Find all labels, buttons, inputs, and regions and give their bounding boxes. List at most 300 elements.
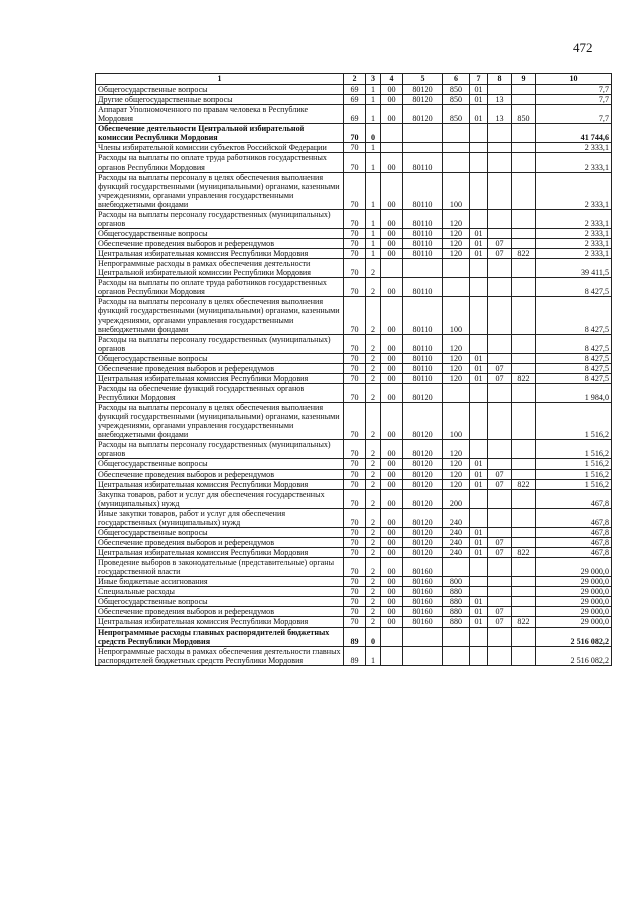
code-cell: 880: [443, 597, 470, 607]
code-cell: [470, 153, 488, 172]
table-row: [96, 617, 612, 627]
amount-cell: 467,8: [536, 537, 612, 547]
code-cell: 07: [488, 249, 512, 259]
header-cell: 7: [470, 74, 488, 85]
code-cell: [512, 353, 536, 363]
budget-table: [95, 73, 612, 666]
code-cell: 00: [381, 363, 403, 373]
code-cell: [488, 153, 512, 172]
code-cell: 2: [366, 587, 381, 597]
code-cell: 01: [470, 548, 488, 558]
row-name-cell: Расходы на выплаты персоналу в целях обеспечения выполнения функций государственными (муниципальными) органами, казенными учреждениями, органами управления государственными внебюджетными фондами: [96, 403, 344, 440]
code-cell: 80120: [403, 489, 443, 508]
code-cell: 07: [488, 479, 512, 489]
code-cell: 70: [344, 597, 366, 607]
amount-cell: 2 333,1: [536, 239, 612, 249]
code-cell: 70: [344, 459, 366, 469]
code-cell: [403, 627, 443, 646]
code-cell: [488, 587, 512, 597]
table-row: [96, 353, 612, 363]
code-cell: 00: [381, 85, 403, 95]
amount-cell: 1 516,2: [536, 469, 612, 479]
row-name-cell: Непрограммные расходы в рамках обеспечения деятельности Центральной избирательной комиссии Республики Мордовия: [96, 259, 344, 278]
row-name-cell: Центральная избирательная комиссия Республики Мордовия: [96, 479, 344, 489]
header-cell: 9: [512, 74, 536, 85]
row-name-cell: Расходы на выплаты персоналу государственных (муниципальных) органов: [96, 440, 344, 459]
code-cell: 01: [470, 469, 488, 479]
code-cell: 80120: [403, 527, 443, 537]
code-cell: 00: [381, 278, 403, 297]
code-cell: [470, 278, 488, 297]
amount-cell: 8 427,5: [536, 334, 612, 353]
code-cell: 80120: [403, 403, 443, 440]
code-cell: 00: [381, 617, 403, 627]
code-cell: 80120: [403, 537, 443, 547]
code-cell: [512, 440, 536, 459]
code-cell: 1: [366, 153, 381, 172]
code-cell: 80110: [403, 353, 443, 363]
code-cell: 07: [488, 363, 512, 373]
code-cell: 70: [344, 363, 366, 373]
code-cell: 70: [344, 607, 366, 617]
code-cell: 70: [344, 172, 366, 209]
code-cell: [488, 124, 512, 143]
code-cell: 822: [512, 373, 536, 383]
code-cell: 80110: [403, 278, 443, 297]
code-cell: 80120: [403, 479, 443, 489]
row-name-cell: Расходы на выплаты персоналу в целях обеспечения выполнения функций государственными (муниципальными) органами, казенными учреждениями, органами управления государственными внебюджетными фондами: [96, 297, 344, 334]
code-cell: 2: [366, 440, 381, 459]
code-cell: [488, 228, 512, 238]
code-cell: [443, 153, 470, 172]
table-row: [96, 577, 612, 587]
code-cell: 80120: [403, 85, 443, 95]
code-cell: [488, 577, 512, 587]
code-cell: 89: [344, 627, 366, 646]
code-cell: 00: [381, 577, 403, 587]
code-cell: 01: [470, 527, 488, 537]
code-cell: 00: [381, 403, 403, 440]
code-cell: 00: [381, 527, 403, 537]
code-cell: 01: [470, 373, 488, 383]
code-cell: 00: [381, 249, 403, 259]
code-cell: [470, 508, 488, 527]
amount-cell: 2 333,1: [536, 143, 612, 153]
code-cell: [488, 209, 512, 228]
row-name-cell: Расходы на выплаты персоналу государственных (муниципальных) органов: [96, 334, 344, 353]
amount-cell: 467,8: [536, 508, 612, 527]
code-cell: 69: [344, 105, 366, 124]
code-cell: 00: [381, 489, 403, 508]
code-cell: [381, 143, 403, 153]
table-row: [96, 469, 612, 479]
code-cell: 70: [344, 297, 366, 334]
code-cell: [488, 383, 512, 402]
code-cell: [470, 587, 488, 597]
code-cell: 2: [366, 278, 381, 297]
amount-cell: 8 427,5: [536, 353, 612, 363]
code-cell: 00: [381, 353, 403, 363]
code-cell: 240: [443, 527, 470, 537]
code-cell: [512, 85, 536, 95]
code-cell: [512, 646, 536, 665]
amount-cell: 29 000,0: [536, 558, 612, 577]
code-cell: [488, 259, 512, 278]
code-cell: 01: [470, 249, 488, 259]
code-cell: 00: [381, 459, 403, 469]
amount-cell: 1 516,2: [536, 440, 612, 459]
code-cell: 2: [366, 479, 381, 489]
code-cell: 80120: [403, 548, 443, 558]
code-cell: [512, 383, 536, 402]
code-cell: [488, 334, 512, 353]
header-cell: 4: [381, 74, 403, 85]
code-cell: 70: [344, 508, 366, 527]
code-cell: 07: [488, 607, 512, 617]
code-cell: 2: [366, 297, 381, 334]
code-cell: 00: [381, 334, 403, 353]
amount-cell: 29 000,0: [536, 577, 612, 587]
code-cell: 70: [344, 383, 366, 402]
code-cell: 01: [470, 228, 488, 238]
row-name-cell: Иные закупки товаров, работ и услуг для обеспечения государственных (муниципальных) нужд: [96, 508, 344, 527]
code-cell: 1: [366, 143, 381, 153]
table-row: [96, 489, 612, 508]
code-cell: 120: [443, 209, 470, 228]
code-cell: [512, 334, 536, 353]
row-name-cell: Расходы на выплаты персоналу государственных (муниципальных) органов: [96, 209, 344, 228]
code-cell: 01: [470, 105, 488, 124]
code-cell: 2: [366, 403, 381, 440]
row-name-cell: Общегосударственные вопросы: [96, 85, 344, 95]
code-cell: 70: [344, 527, 366, 537]
table-row: [96, 172, 612, 209]
code-cell: [443, 558, 470, 577]
code-cell: [470, 209, 488, 228]
code-cell: 80110: [403, 153, 443, 172]
code-cell: 01: [470, 537, 488, 547]
table-row: [96, 334, 612, 353]
code-cell: [381, 259, 403, 278]
code-cell: 80110: [403, 172, 443, 209]
code-cell: [470, 489, 488, 508]
code-cell: 01: [470, 597, 488, 607]
code-cell: 200: [443, 489, 470, 508]
code-cell: 120: [443, 373, 470, 383]
code-cell: 850: [443, 95, 470, 105]
table-row: [96, 85, 612, 95]
table-row: [96, 440, 612, 459]
code-cell: 1: [366, 172, 381, 209]
code-cell: 70: [344, 403, 366, 440]
code-cell: [443, 646, 470, 665]
code-cell: 120: [443, 363, 470, 373]
amount-cell: 2 516 082,2: [536, 627, 612, 646]
code-cell: [443, 627, 470, 646]
code-cell: 00: [381, 440, 403, 459]
table-row: [96, 459, 612, 469]
code-cell: [470, 143, 488, 153]
code-cell: [512, 143, 536, 153]
code-cell: 100: [443, 297, 470, 334]
amount-cell: 1 516,2: [536, 479, 612, 489]
code-cell: [512, 228, 536, 238]
row-name-cell: Центральная избирательная комиссия Республики Мордовия: [96, 249, 344, 259]
code-cell: [443, 124, 470, 143]
code-cell: 80110: [403, 373, 443, 383]
amount-cell: 29 000,0: [536, 597, 612, 607]
code-cell: 1: [366, 85, 381, 95]
row-name-cell: Другие общегосударственные вопросы: [96, 95, 344, 105]
code-cell: 70: [344, 334, 366, 353]
amount-cell: 7,7: [536, 85, 612, 95]
code-cell: 00: [381, 95, 403, 105]
code-cell: 850: [443, 105, 470, 124]
code-cell: 80120: [403, 440, 443, 459]
row-name-cell: Проведение выборов в законодательные (представительные) органы государственной власти: [96, 558, 344, 577]
code-cell: 01: [470, 363, 488, 373]
table-row: [96, 363, 612, 373]
code-cell: 880: [443, 617, 470, 627]
header-cell: 10: [536, 74, 612, 85]
code-cell: [512, 489, 536, 508]
row-name-cell: Общегосударственные вопросы: [96, 597, 344, 607]
code-cell: 00: [381, 383, 403, 402]
code-cell: 240: [443, 537, 470, 547]
code-cell: 80110: [403, 228, 443, 238]
page-number: 472: [573, 40, 593, 55]
code-cell: 70: [344, 469, 366, 479]
code-cell: 70: [344, 143, 366, 153]
code-cell: 80160: [403, 617, 443, 627]
code-cell: [488, 353, 512, 363]
code-cell: [512, 607, 536, 617]
code-cell: 120: [443, 459, 470, 469]
table-row: [96, 558, 612, 577]
code-cell: [403, 259, 443, 278]
code-cell: 240: [443, 548, 470, 558]
code-cell: 1: [366, 209, 381, 228]
code-cell: 80160: [403, 597, 443, 607]
code-cell: [512, 558, 536, 577]
code-cell: [381, 646, 403, 665]
code-cell: [470, 403, 488, 440]
code-cell: 13: [488, 95, 512, 105]
table-row: [96, 597, 612, 607]
code-cell: 120: [443, 334, 470, 353]
amount-cell: 29 000,0: [536, 587, 612, 597]
code-cell: 70: [344, 558, 366, 577]
code-cell: 70: [344, 153, 366, 172]
code-cell: 120: [443, 353, 470, 363]
amount-cell: 8 427,5: [536, 278, 612, 297]
code-cell: [470, 577, 488, 587]
header-cell: 6: [443, 74, 470, 85]
header-row: [96, 74, 612, 85]
code-cell: 80160: [403, 577, 443, 587]
code-cell: 00: [381, 209, 403, 228]
row-name-cell: Обеспечение проведения выборов и референдумов: [96, 363, 344, 373]
code-cell: 120: [443, 249, 470, 259]
code-cell: [512, 95, 536, 105]
code-cell: [488, 440, 512, 459]
code-cell: [403, 143, 443, 153]
amount-cell: 8 427,5: [536, 373, 612, 383]
amount-cell: 8 427,5: [536, 363, 612, 373]
code-cell: 70: [344, 479, 366, 489]
code-cell: 0: [366, 124, 381, 143]
code-cell: [488, 489, 512, 508]
code-cell: 89: [344, 646, 366, 665]
code-cell: 69: [344, 85, 366, 95]
code-cell: 00: [381, 172, 403, 209]
code-cell: [488, 627, 512, 646]
code-cell: [488, 143, 512, 153]
code-cell: 80160: [403, 607, 443, 617]
code-cell: 01: [470, 617, 488, 627]
amount-cell: 7,7: [536, 95, 612, 105]
code-cell: 2: [366, 469, 381, 479]
code-cell: 01: [470, 85, 488, 95]
code-cell: 70: [344, 440, 366, 459]
row-name-cell: Расходы на выплаты по оплате труда работников государственных органов Республики Мордовия: [96, 153, 344, 172]
code-cell: 01: [470, 479, 488, 489]
code-cell: 120: [443, 440, 470, 459]
code-cell: [403, 646, 443, 665]
row-name-cell: Обеспечение проведения выборов и референдумов: [96, 537, 344, 547]
code-cell: 07: [488, 469, 512, 479]
table-row: [96, 105, 612, 124]
code-cell: [512, 459, 536, 469]
code-cell: 2: [366, 537, 381, 547]
code-cell: [470, 172, 488, 209]
code-cell: [512, 527, 536, 537]
code-cell: [443, 259, 470, 278]
code-cell: 07: [488, 239, 512, 249]
table-row: [96, 373, 612, 383]
table-row: [96, 527, 612, 537]
code-cell: [470, 259, 488, 278]
table-row: [96, 383, 612, 402]
table-row: [96, 153, 612, 172]
table-row: [96, 508, 612, 527]
code-cell: 00: [381, 153, 403, 172]
code-cell: [470, 297, 488, 334]
code-cell: 240: [443, 508, 470, 527]
code-cell: 2: [366, 617, 381, 627]
code-cell: 07: [488, 373, 512, 383]
table-row: [96, 259, 612, 278]
row-name-cell: Непрограммные расходы в рамках обеспечения деятельности главных распорядителей бюджетных средств Республики Мордовия: [96, 646, 344, 665]
code-cell: [512, 597, 536, 607]
code-cell: [488, 646, 512, 665]
code-cell: [512, 124, 536, 143]
code-cell: 2: [366, 527, 381, 537]
code-cell: 69: [344, 95, 366, 105]
code-cell: [512, 508, 536, 527]
code-cell: 2: [366, 383, 381, 402]
code-cell: 80120: [403, 459, 443, 469]
amount-cell: 1 516,2: [536, 459, 612, 469]
row-name-cell: Специальные расходы: [96, 587, 344, 597]
amount-cell: 2 333,1: [536, 153, 612, 172]
code-cell: 00: [381, 508, 403, 527]
code-cell: 120: [443, 479, 470, 489]
code-cell: [488, 172, 512, 209]
table-row: [96, 124, 612, 143]
amount-cell: 29 000,0: [536, 607, 612, 617]
code-cell: [488, 459, 512, 469]
code-cell: 80160: [403, 558, 443, 577]
code-cell: 2: [366, 373, 381, 383]
code-cell: 70: [344, 259, 366, 278]
code-cell: 00: [381, 607, 403, 617]
code-cell: 850: [512, 105, 536, 124]
code-cell: [470, 627, 488, 646]
code-cell: 01: [470, 459, 488, 469]
table-row: [96, 548, 612, 558]
amount-cell: 467,8: [536, 527, 612, 537]
amount-cell: 7,7: [536, 105, 612, 124]
code-cell: 1: [366, 105, 381, 124]
code-cell: [512, 403, 536, 440]
code-cell: [512, 239, 536, 249]
code-cell: 880: [443, 607, 470, 617]
row-name-cell: Обеспечение проведения выборов и референдумов: [96, 239, 344, 249]
table-row: [96, 209, 612, 228]
code-cell: 80120: [403, 95, 443, 105]
code-cell: 00: [381, 587, 403, 597]
code-cell: 01: [470, 95, 488, 105]
code-cell: 00: [381, 297, 403, 334]
header-cell: 1: [96, 74, 344, 85]
code-cell: [443, 278, 470, 297]
code-cell: 2: [366, 558, 381, 577]
code-cell: [488, 597, 512, 607]
code-cell: [512, 209, 536, 228]
table-row: [96, 479, 612, 489]
code-cell: [470, 383, 488, 402]
code-cell: 80120: [403, 508, 443, 527]
code-cell: [470, 558, 488, 577]
amount-cell: 2 516 082,2: [536, 646, 612, 665]
table-row: [96, 239, 612, 249]
row-name-cell: Общегосударственные вопросы: [96, 228, 344, 238]
header-cell: 5: [403, 74, 443, 85]
code-cell: 70: [344, 587, 366, 597]
code-cell: 70: [344, 124, 366, 143]
code-cell: 70: [344, 249, 366, 259]
code-cell: 80110: [403, 209, 443, 228]
code-cell: [488, 403, 512, 440]
code-cell: 01: [470, 353, 488, 363]
code-cell: [381, 627, 403, 646]
code-cell: [470, 334, 488, 353]
code-cell: 850: [443, 85, 470, 95]
row-name-cell: Обеспечение проведения выборов и референдумов: [96, 469, 344, 479]
code-cell: 70: [344, 209, 366, 228]
code-cell: 70: [344, 617, 366, 627]
code-cell: 01: [470, 239, 488, 249]
amount-cell: 2 333,1: [536, 209, 612, 228]
code-cell: 13: [488, 105, 512, 124]
row-name-cell: Иные бюджетные ассигнования: [96, 577, 344, 587]
code-cell: 120: [443, 239, 470, 249]
code-cell: [512, 153, 536, 172]
code-cell: [470, 646, 488, 665]
code-cell: 00: [381, 469, 403, 479]
row-name-cell: Расходы на выплаты персоналу в целях обеспечения выполнения функций государственными (муниципальными) органами, казенными учреждениями, органами управления государственными внебюджетными фондами: [96, 172, 344, 209]
